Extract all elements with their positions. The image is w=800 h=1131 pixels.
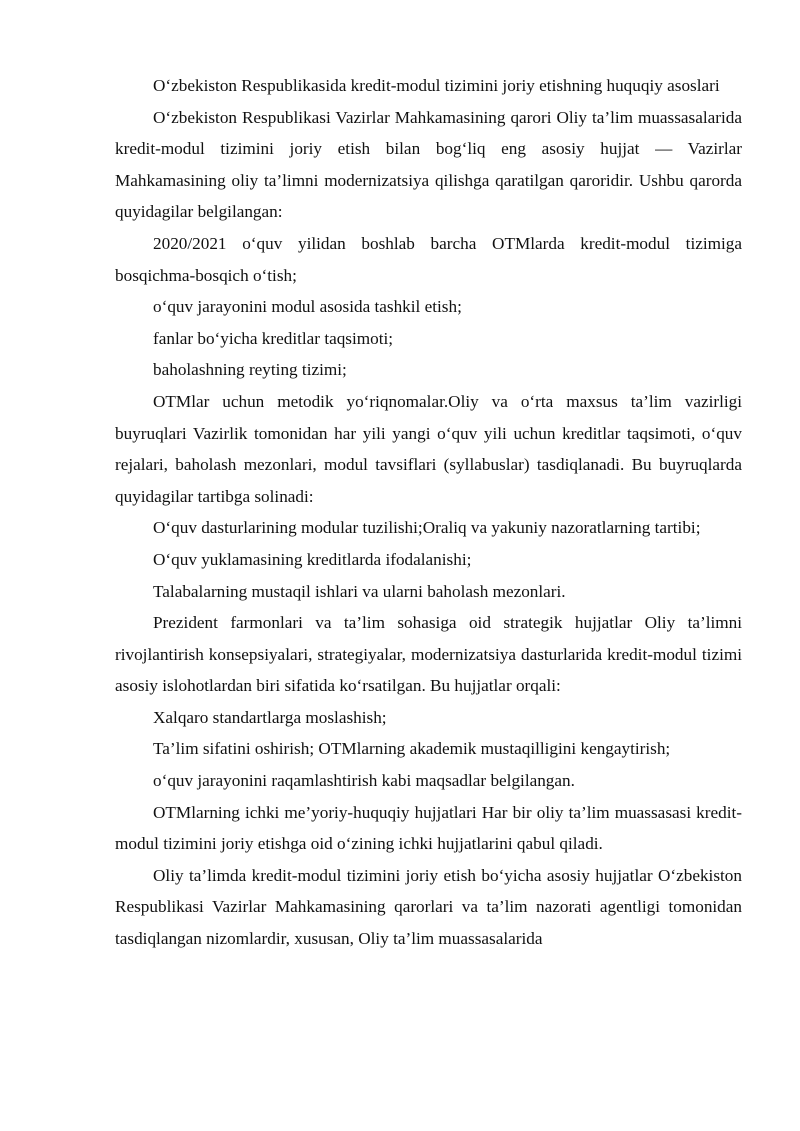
- list-item: Xalqaro standartlarga moslashish;: [153, 707, 387, 727]
- paragraph: Oliy ta’limda kredit-modul tizimini joriy etish bo‘yicha asosiy hujjatlar O‘zbekiston Respublikasi Vazirlar Mahkamasining qarorlari va ta’lim nazorati agentligi tomonidan tasdiqlangan nizomlardir, xususan, Oliy ta’lim muassasalarida: [115, 865, 742, 949]
- list-item: Talabalarning mustaqil ishlari va ularni baholash mezonlari.: [153, 581, 566, 601]
- paragraph: OTMlarning ichki me’yoriy-huquqiy hujjatlari Har bir oliy ta’lim muassasasi kredit-modul tizimini joriy etishga oid o‘zining ichki hujjatlarini qabul qiladi.: [115, 802, 742, 854]
- list-item: O‘quv yuklamasining kreditlarda ifodalanishi;: [153, 549, 472, 569]
- list-item: O‘quv dasturlarining modular tuzilishi;Oraliq va yakuniy nazoratlarning tartibi;: [153, 518, 701, 538]
- list-item: 2020/2021 o‘quv yilidan boshlab barcha OTMlarda kredit-modul tizimiga bosqichma-bosqich o‘tish;: [115, 233, 742, 285]
- paragraph: O‘zbekiston Respublikasi Vazirlar Mahkamasining qarori Oliy ta’lim muassasalarida kredit-modul tizimini joriy etish bilan bog‘liq eng asosiy hujjat — Vazirlar Mahkamasining oliy ta’limni modernizatsiya qilishga qaratilgan qaroridir. Ushbu qarorda quyidagilar belgilangan:: [115, 107, 742, 222]
- section-heading: O‘zbekiston Respublikasida kredit-modul tizimini joriy etishning huquqiy asoslari: [153, 76, 720, 95]
- list-item: o‘quv jarayonini raqamlashtirish kabi maqsadlar belgilangan.: [153, 771, 575, 791]
- document-body: [115, 70, 742, 955]
- list-item: fanlar bo‘yicha kreditlar taqsimoti;: [153, 328, 394, 348]
- list-item: o‘quv jarayonini modul asosida tashkil etish;: [153, 297, 462, 317]
- list-item: Ta’lim sifatini oshirish; OTMlarning akademik mustaqilligini kengaytirish;: [153, 739, 671, 759]
- paragraph: Prezident farmonlari va ta’lim sohasiga oid strategik hujjatlar Oliy ta’limni rivojlantirish konsepsiyalari, strategiyalar, modernizatsiya dasturlarida kredit-modul tizimi asosiy islohotlardan biri sifatida ko‘rsatilgan. Bu hujjatlar orqali:: [115, 613, 742, 696]
- paragraph: OTMlar uchun metodik yo‘riqnomalar.Oliy va o‘rta maxsus ta’lim vazirligi buyruqlari Vazirlik tomonidan har yili yangi o‘quv yili uchun kreditlar taqsimoti, o‘quv rejalari, baholash mezonlari, modul tavsiflari (syllabuslar) tasdiqlanadi. Bu buyruqlarda quyidagilar tartibga solinadi:: [115, 391, 742, 506]
- list-item: baholashning reyting tizimi;: [153, 360, 347, 380]
